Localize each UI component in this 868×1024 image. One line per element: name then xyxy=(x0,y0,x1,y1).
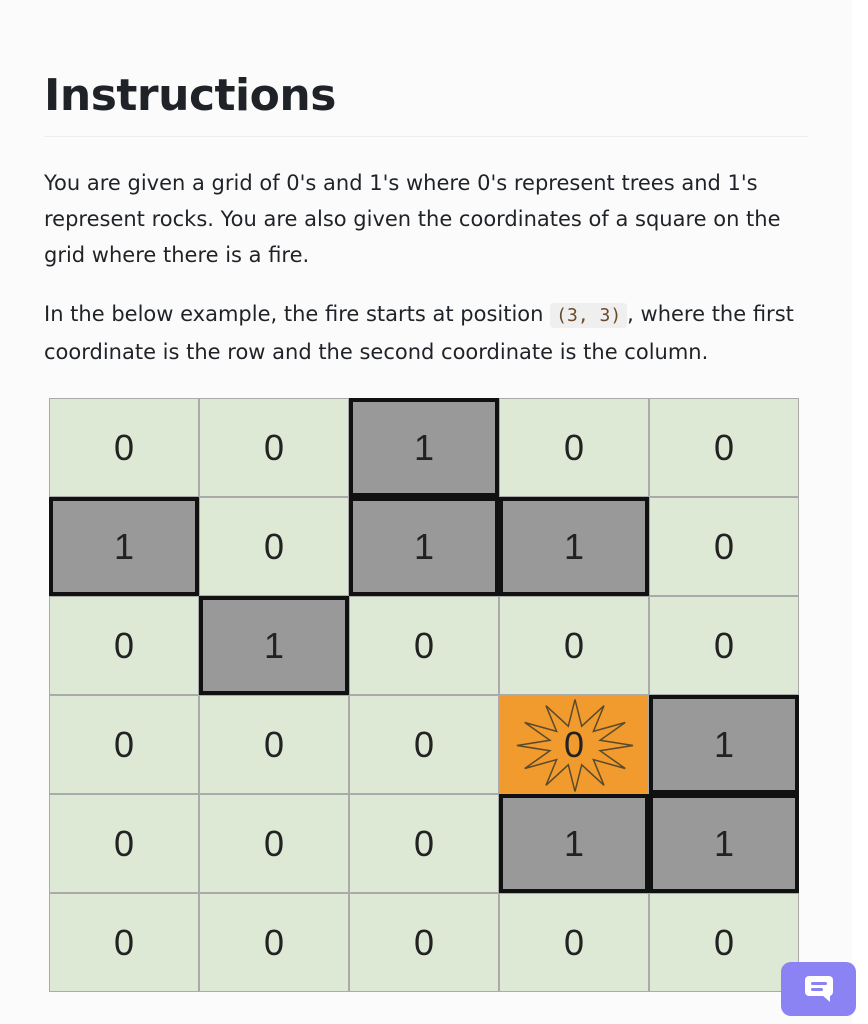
cell-value: 0 xyxy=(113,723,135,765)
cell-value: 1 xyxy=(113,525,135,567)
cell-value: 0 xyxy=(713,525,735,567)
cell-value: 0 xyxy=(413,723,435,765)
rock-cell xyxy=(49,497,199,596)
cell-value: 1 xyxy=(263,624,285,666)
cell-value: 0 xyxy=(263,525,285,567)
cell-value: 1 xyxy=(713,723,735,765)
rock-cell xyxy=(649,695,799,794)
cell-value: 0 xyxy=(563,624,585,666)
intro-paragraph: You are given a grid of 0's and 1's where 0's represent trees and 1's represent rocks. You are also given the coordinates of a square on the grid where there is a fire. xyxy=(44,171,781,267)
tree-cell xyxy=(649,596,799,695)
tree-cell xyxy=(199,893,349,992)
cell-value: 0 xyxy=(413,921,435,963)
tree-cell xyxy=(499,893,649,992)
cell-value: 0 xyxy=(563,426,585,468)
tree-cell xyxy=(199,398,349,497)
scrollbar-track[interactable] xyxy=(852,0,868,1024)
cell-value: 0 xyxy=(413,624,435,666)
cell-value: 0 xyxy=(263,723,285,765)
cell-value: 0 xyxy=(263,426,285,468)
example-text-start: In the below example, the fire starts at position xyxy=(44,302,551,326)
rock-cell xyxy=(499,794,649,893)
tree-cell xyxy=(199,497,349,596)
tree-cell xyxy=(349,893,499,992)
rock-cell xyxy=(649,794,799,893)
tree-cell xyxy=(49,398,199,497)
example-text-end: , where the first coordinate is the row and the second coordinate is the column. xyxy=(44,302,794,364)
cell-value: 1 xyxy=(413,426,435,468)
cell-value: 1 xyxy=(413,525,435,567)
tree-cell xyxy=(49,596,199,695)
tree-cell xyxy=(649,893,799,992)
tree-cell xyxy=(49,893,199,992)
chat-bubble-icon xyxy=(804,975,834,1003)
tree-cell xyxy=(349,794,499,893)
fire-position-code: (3, 3) xyxy=(550,303,627,328)
cell-value: 1 xyxy=(713,822,735,864)
cell-value: 0 xyxy=(713,921,735,963)
tree-cell xyxy=(499,596,649,695)
cell-value: 0 xyxy=(113,426,135,468)
heading-divider xyxy=(44,136,808,137)
cell-value: 0 xyxy=(713,624,735,666)
tree-cell xyxy=(349,695,499,794)
cell-value: 0 xyxy=(113,624,135,666)
cell-value: 0 xyxy=(263,822,285,864)
cell-value: 1 xyxy=(563,822,585,864)
tree-cell xyxy=(349,596,499,695)
cell-value: 0 xyxy=(413,822,435,864)
example-paragraph xyxy=(44,296,814,370)
cell-value: 1 xyxy=(563,525,585,567)
cell-value: 0 xyxy=(113,921,135,963)
tree-cell xyxy=(49,695,199,794)
tree-cell xyxy=(499,398,649,497)
rock-cell xyxy=(499,497,649,596)
fire-cell xyxy=(499,695,649,794)
tree-cell xyxy=(649,398,799,497)
rock-cell xyxy=(349,398,499,497)
rock-cell xyxy=(349,497,499,596)
tree-cell xyxy=(199,794,349,893)
cell-value: 0 xyxy=(113,822,135,864)
tree-cell xyxy=(49,794,199,893)
cell-value: 0 xyxy=(563,723,585,765)
cell-value: 0 xyxy=(263,921,285,963)
page-title: Instructions xyxy=(44,70,336,121)
tree-cell xyxy=(649,497,799,596)
rock-cell xyxy=(199,596,349,695)
cell-value: 0 xyxy=(713,426,735,468)
chat-button[interactable] xyxy=(781,962,856,1016)
cell-value: 0 xyxy=(563,921,585,963)
tree-cell xyxy=(199,695,349,794)
